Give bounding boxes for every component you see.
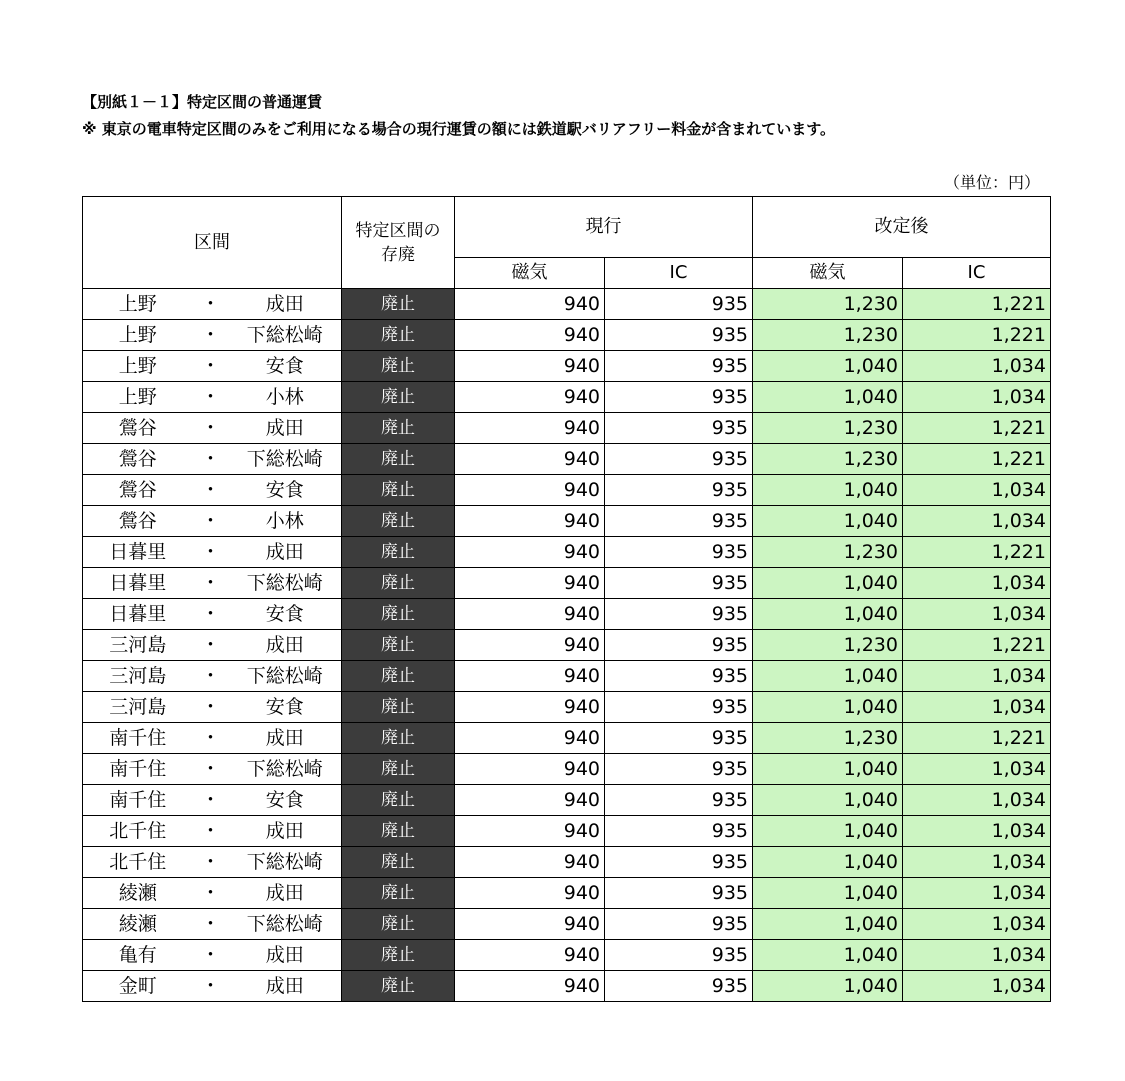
table-row xyxy=(83,537,1051,568)
station-to: 安食 xyxy=(229,351,342,382)
header-status-label: 特定区間の存廃 xyxy=(355,220,441,265)
revised-ic-fare: 1,034 xyxy=(903,785,1051,816)
route-separator: ・ xyxy=(193,754,229,785)
table-row xyxy=(83,878,1051,909)
current-ic-fare: 935 xyxy=(605,444,753,475)
current-ic-fare: 935 xyxy=(605,754,753,785)
table-row xyxy=(83,971,1051,1002)
status-badge: 廃止 xyxy=(342,940,455,971)
station-to: 安食 xyxy=(229,692,342,723)
table-row xyxy=(83,661,1051,692)
station-from: 三河島 xyxy=(83,630,193,661)
revised-magnetic-fare: 1,040 xyxy=(753,382,903,413)
revised-ic-fare: 1,034 xyxy=(903,878,1051,909)
current-magnetic-fare: 940 xyxy=(455,289,605,320)
revised-ic-fare: 1,034 xyxy=(903,382,1051,413)
revised-ic-fare: 1,034 xyxy=(903,661,1051,692)
revised-ic-fare: 1,034 xyxy=(903,506,1051,537)
table-row xyxy=(83,940,1051,971)
status-badge: 廃止 xyxy=(342,351,455,382)
revised-magnetic-fare: 1,040 xyxy=(753,971,903,1002)
current-ic-fare: 935 xyxy=(605,878,753,909)
status-badge: 廃止 xyxy=(342,413,455,444)
current-ic-fare: 935 xyxy=(605,661,753,692)
status-badge: 廃止 xyxy=(342,723,455,754)
revised-ic-fare: 1,034 xyxy=(903,940,1051,971)
revised-magnetic-fare: 1,230 xyxy=(753,723,903,754)
revised-ic-fare: 1,221 xyxy=(903,413,1051,444)
station-to: 安食 xyxy=(229,599,342,630)
current-ic-fare: 935 xyxy=(605,940,753,971)
revised-magnetic-fare: 1,040 xyxy=(753,785,903,816)
barrier-free-note: ※ 東京の電車特定区間のみをご利用になる場合の現行運賃の額には鉄道駅バリアフリー料金が含まれています。 xyxy=(82,120,836,138)
page-title: 【別紙１－１】特定区間の普通運賃 xyxy=(82,93,323,111)
station-from: 上野 xyxy=(83,351,193,382)
current-ic-fare: 935 xyxy=(605,475,753,506)
station-from: 三河島 xyxy=(83,692,193,723)
revised-magnetic-fare: 1,230 xyxy=(753,413,903,444)
status-badge: 廃止 xyxy=(342,816,455,847)
current-magnetic-fare: 940 xyxy=(455,537,605,568)
current-ic-fare: 935 xyxy=(605,723,753,754)
revised-ic-fare: 1,034 xyxy=(903,599,1051,630)
table-row xyxy=(83,289,1051,320)
current-ic-fare: 935 xyxy=(605,599,753,630)
current-ic-fare: 935 xyxy=(605,382,753,413)
table-row xyxy=(83,444,1051,475)
station-to: 成田 xyxy=(229,537,342,568)
current-ic-fare: 935 xyxy=(605,351,753,382)
table-row xyxy=(83,723,1051,754)
current-magnetic-fare: 940 xyxy=(455,909,605,940)
current-ic-fare: 935 xyxy=(605,847,753,878)
current-ic-fare: 935 xyxy=(605,909,753,940)
status-badge: 廃止 xyxy=(342,475,455,506)
revised-magnetic-fare: 1,040 xyxy=(753,661,903,692)
table-row xyxy=(83,785,1051,816)
table-row xyxy=(83,816,1051,847)
table-row xyxy=(83,909,1051,940)
current-magnetic-fare: 940 xyxy=(455,816,605,847)
route-separator: ・ xyxy=(193,909,229,940)
current-ic-fare: 935 xyxy=(605,816,753,847)
current-magnetic-fare: 940 xyxy=(455,692,605,723)
current-ic-fare: 935 xyxy=(605,506,753,537)
status-badge: 廃止 xyxy=(342,971,455,1002)
revised-magnetic-fare: 1,040 xyxy=(753,878,903,909)
route-separator: ・ xyxy=(193,816,229,847)
route-separator: ・ xyxy=(193,599,229,630)
station-from: 亀有 xyxy=(83,940,193,971)
revised-magnetic-fare: 1,040 xyxy=(753,847,903,878)
station-to: 小林 xyxy=(229,382,342,413)
table-row xyxy=(83,413,1051,444)
route-separator: ・ xyxy=(193,878,229,909)
route-separator: ・ xyxy=(193,971,229,1002)
current-magnetic-fare: 940 xyxy=(455,630,605,661)
fare-table xyxy=(82,196,1051,1002)
revised-ic-fare: 1,034 xyxy=(903,971,1051,1002)
station-to: 成田 xyxy=(229,971,342,1002)
current-ic-fare: 935 xyxy=(605,537,753,568)
header-current: 現行 xyxy=(455,197,753,258)
status-badge: 廃止 xyxy=(342,599,455,630)
station-from: 日暮里 xyxy=(83,568,193,599)
station-to: 成田 xyxy=(229,878,342,909)
current-ic-fare: 935 xyxy=(605,568,753,599)
route-separator: ・ xyxy=(193,568,229,599)
route-separator: ・ xyxy=(193,847,229,878)
station-from: 日暮里 xyxy=(83,599,193,630)
table-row xyxy=(83,320,1051,351)
current-magnetic-fare: 940 xyxy=(455,413,605,444)
revised-magnetic-fare: 1,230 xyxy=(753,537,903,568)
station-from: 鶯谷 xyxy=(83,475,193,506)
current-magnetic-fare: 940 xyxy=(455,444,605,475)
revised-ic-fare: 1,034 xyxy=(903,692,1051,723)
table-row xyxy=(83,599,1051,630)
status-badge: 廃止 xyxy=(342,692,455,723)
status-badge: 廃止 xyxy=(342,630,455,661)
revised-ic-fare: 1,034 xyxy=(903,351,1051,382)
current-magnetic-fare: 940 xyxy=(455,506,605,537)
current-magnetic-fare: 940 xyxy=(455,599,605,630)
status-badge: 廃止 xyxy=(342,785,455,816)
station-to: 成田 xyxy=(229,723,342,754)
header-revised: 改定後 xyxy=(753,197,1051,258)
table-row xyxy=(83,351,1051,382)
revised-magnetic-fare: 1,040 xyxy=(753,568,903,599)
station-from: 北千住 xyxy=(83,816,193,847)
station-from: 綾瀬 xyxy=(83,878,193,909)
table-row xyxy=(83,630,1051,661)
station-to: 成田 xyxy=(229,413,342,444)
current-ic-fare: 935 xyxy=(605,785,753,816)
revised-magnetic-fare: 1,040 xyxy=(753,351,903,382)
status-badge: 廃止 xyxy=(342,847,455,878)
route-separator: ・ xyxy=(193,661,229,692)
station-from: 鶯谷 xyxy=(83,413,193,444)
revised-ic-fare: 1,221 xyxy=(903,444,1051,475)
current-magnetic-fare: 940 xyxy=(455,878,605,909)
header-current-ic: IC xyxy=(605,258,753,289)
table-row xyxy=(83,382,1051,413)
station-from: 日暮里 xyxy=(83,537,193,568)
revised-ic-fare: 1,221 xyxy=(903,723,1051,754)
revised-ic-fare: 1,034 xyxy=(903,754,1051,785)
route-separator: ・ xyxy=(193,692,229,723)
station-from: 南千住 xyxy=(83,723,193,754)
current-magnetic-fare: 940 xyxy=(455,351,605,382)
station-to: 下総松崎 xyxy=(229,661,342,692)
station-to: 成田 xyxy=(229,630,342,661)
table-row xyxy=(83,847,1051,878)
status-badge: 廃止 xyxy=(342,568,455,599)
route-separator: ・ xyxy=(193,413,229,444)
header-current-magnetic: 磁気 xyxy=(455,258,605,289)
route-separator: ・ xyxy=(193,289,229,320)
revised-magnetic-fare: 1,040 xyxy=(753,754,903,785)
status-badge: 廃止 xyxy=(342,661,455,692)
revised-magnetic-fare: 1,040 xyxy=(753,506,903,537)
station-to: 下総松崎 xyxy=(229,320,342,351)
revised-ic-fare: 1,034 xyxy=(903,816,1051,847)
status-badge: 廃止 xyxy=(342,382,455,413)
current-magnetic-fare: 940 xyxy=(455,382,605,413)
current-ic-fare: 935 xyxy=(605,289,753,320)
revised-ic-fare: 1,221 xyxy=(903,289,1051,320)
revised-magnetic-fare: 1,040 xyxy=(753,599,903,630)
revised-ic-fare: 1,221 xyxy=(903,630,1051,661)
station-from: 南千住 xyxy=(83,754,193,785)
table-row xyxy=(83,754,1051,785)
station-to: 下総松崎 xyxy=(229,444,342,475)
current-magnetic-fare: 940 xyxy=(455,940,605,971)
revised-magnetic-fare: 1,040 xyxy=(753,816,903,847)
current-ic-fare: 935 xyxy=(605,692,753,723)
revised-ic-fare: 1,034 xyxy=(903,909,1051,940)
revised-ic-fare: 1,221 xyxy=(903,320,1051,351)
table-row xyxy=(83,475,1051,506)
route-separator: ・ xyxy=(193,785,229,816)
revised-magnetic-fare: 1,230 xyxy=(753,320,903,351)
station-to: 成田 xyxy=(229,816,342,847)
station-from: 三河島 xyxy=(83,661,193,692)
current-ic-fare: 935 xyxy=(605,971,753,1002)
current-magnetic-fare: 940 xyxy=(455,475,605,506)
current-ic-fare: 935 xyxy=(605,413,753,444)
station-from: 綾瀬 xyxy=(83,909,193,940)
station-from: 鶯谷 xyxy=(83,444,193,475)
station-to: 下総松崎 xyxy=(229,909,342,940)
route-separator: ・ xyxy=(193,537,229,568)
route-separator: ・ xyxy=(193,723,229,754)
current-ic-fare: 935 xyxy=(605,630,753,661)
station-from: 上野 xyxy=(83,320,193,351)
route-separator: ・ xyxy=(193,320,229,351)
station-to: 小林 xyxy=(229,506,342,537)
revised-magnetic-fare: 1,040 xyxy=(753,475,903,506)
revised-magnetic-fare: 1,040 xyxy=(753,909,903,940)
route-separator: ・ xyxy=(193,351,229,382)
table-row xyxy=(83,692,1051,723)
current-magnetic-fare: 940 xyxy=(455,661,605,692)
status-badge: 廃止 xyxy=(342,878,455,909)
route-separator: ・ xyxy=(193,475,229,506)
current-ic-fare: 935 xyxy=(605,320,753,351)
station-from: 金町 xyxy=(83,971,193,1002)
revised-ic-fare: 1,034 xyxy=(903,475,1051,506)
station-to: 成田 xyxy=(229,289,342,320)
revised-magnetic-fare: 1,230 xyxy=(753,444,903,475)
header-revised-magnetic: 磁気 xyxy=(753,258,903,289)
station-from: 上野 xyxy=(83,289,193,320)
current-magnetic-fare: 940 xyxy=(455,723,605,754)
route-separator: ・ xyxy=(193,630,229,661)
revised-magnetic-fare: 1,040 xyxy=(753,692,903,723)
status-badge: 廃止 xyxy=(342,320,455,351)
station-to: 安食 xyxy=(229,785,342,816)
route-separator: ・ xyxy=(193,940,229,971)
table-row xyxy=(83,506,1051,537)
header-section: 区間 xyxy=(83,197,342,289)
header-status xyxy=(342,197,455,289)
station-to: 下総松崎 xyxy=(229,847,342,878)
station-to: 安食 xyxy=(229,475,342,506)
fare-table-body xyxy=(83,289,1051,1002)
current-magnetic-fare: 940 xyxy=(455,568,605,599)
station-to: 下総松崎 xyxy=(229,754,342,785)
station-from: 鶯谷 xyxy=(83,506,193,537)
station-to: 下総松崎 xyxy=(229,568,342,599)
revised-magnetic-fare: 1,230 xyxy=(753,630,903,661)
current-magnetic-fare: 940 xyxy=(455,971,605,1002)
status-badge: 廃止 xyxy=(342,754,455,785)
station-from: 南千住 xyxy=(83,785,193,816)
status-badge: 廃止 xyxy=(342,506,455,537)
revised-ic-fare: 1,034 xyxy=(903,847,1051,878)
route-separator: ・ xyxy=(193,506,229,537)
revised-magnetic-fare: 1,230 xyxy=(753,289,903,320)
status-badge: 廃止 xyxy=(342,537,455,568)
route-separator: ・ xyxy=(193,444,229,475)
current-magnetic-fare: 940 xyxy=(455,847,605,878)
status-badge: 廃止 xyxy=(342,909,455,940)
revised-ic-fare: 1,221 xyxy=(903,537,1051,568)
unit-label: （単位：円） xyxy=(943,173,1040,192)
station-to: 成田 xyxy=(229,940,342,971)
table-row xyxy=(83,568,1051,599)
status-badge: 廃止 xyxy=(342,289,455,320)
revised-magnetic-fare: 1,040 xyxy=(753,940,903,971)
status-badge: 廃止 xyxy=(342,444,455,475)
station-from: 上野 xyxy=(83,382,193,413)
station-from: 北千住 xyxy=(83,847,193,878)
current-magnetic-fare: 940 xyxy=(455,785,605,816)
current-magnetic-fare: 940 xyxy=(455,754,605,785)
route-separator: ・ xyxy=(193,382,229,413)
current-magnetic-fare: 940 xyxy=(455,320,605,351)
header-revised-ic: IC xyxy=(903,258,1051,289)
revised-ic-fare: 1,034 xyxy=(903,568,1051,599)
